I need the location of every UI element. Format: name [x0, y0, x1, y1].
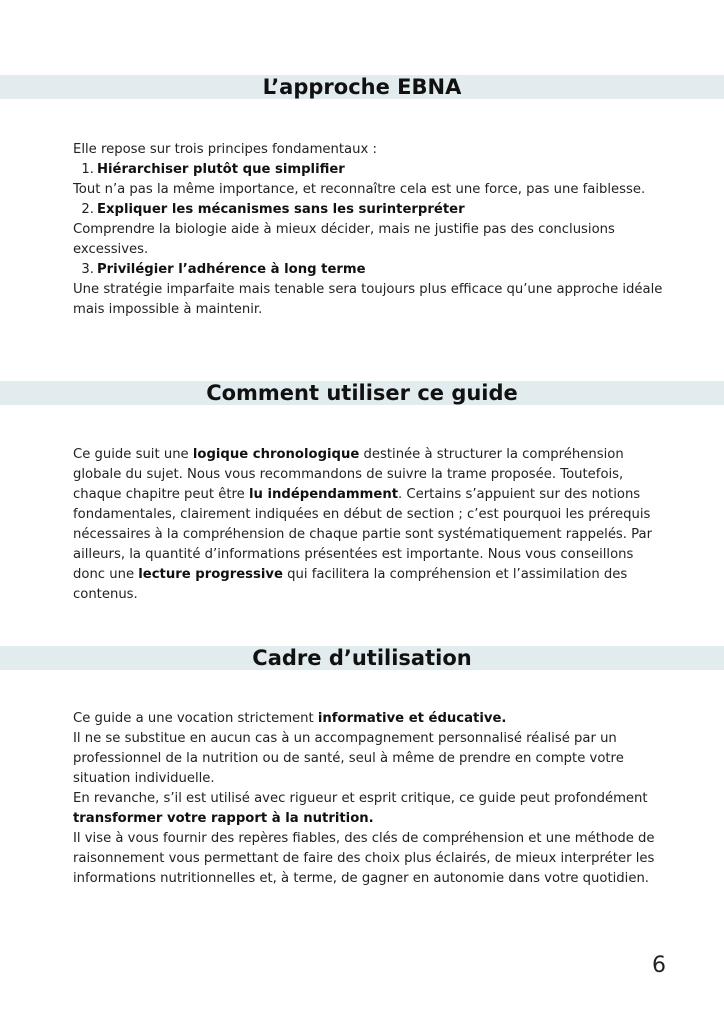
section-body-guide [73, 445, 663, 605]
guide-paragraph: Ce guide suit une logique chronologique destinée à structurer la compréhension globale du sujet. Nous vous recommandons de suivre la trame proposée. Toutefois, chaque chapitre peut être lu indépendamment. Certains s’appuient sur des notions fondamentales, clairement indiquées en début de section ; c’est pourquoi les prérequis nécessaires à la compréhension de chaque partie sont systématiquement rappelés. Par ailleurs, la quantité d’informations présentées est importante. Nous vous conseillons donc une lecture progressive qui facilitera la compréhension et l’assimilation des contenus. [73, 447, 653, 602]
cadre-paragraph: Il vise à vous fournir des repères fiables, des clés de compréhension et une méthode de raisonnement vous permettant de faire des choix plus éclairés, de mieux interpréter les informations nutritionnelles et, à terme, de gagner en autonomie dans votre quotidien. [73, 831, 655, 886]
page-number: 6 [652, 953, 666, 978]
principle-title: 3. Privilégier l’adhérence à long terme [81, 262, 366, 277]
cadre-paragraph: Il ne se substitue en aucun cas à un accompagnement personnalisé réalisé par un professionnel de la nutrition ou de santé, seul à même de prendre en compte votre situation individuelle. [73, 731, 624, 786]
principle-title: 2. Expliquer les mécanismes sans les surinterpréter [81, 202, 465, 217]
section-title-cadre: Cadre d’utilisation [252, 646, 472, 670]
cadre-line: Ce guide a une vocation strictement informative et éducative. [73, 711, 507, 726]
section-body-cadre [73, 709, 663, 889]
principle-title: 1. Hiérarchiser plutôt que simplifier [81, 162, 345, 177]
section-body-approche [73, 140, 663, 320]
section-title-guide: Comment utiliser ce guide [206, 381, 518, 405]
principle-text: Une stratégie imparfaite mais tenable sera toujours plus efficace qu’une approche idéale mais impossible à maintenir. [73, 282, 663, 317]
principle-text: Tout n’a pas la même importance, et reconnaître cela est une force, pas une faiblesse. [73, 182, 646, 197]
cadre-paragraph: En revanche, s’il est utilisé avec rigueur et esprit critique, ce guide peut profondément transformer votre rapport à la nutrition. [73, 791, 648, 826]
intro-text: Elle repose sur trois principes fondamentaux : [73, 142, 377, 157]
principle-text: Comprendre la biologie aide à mieux décider, mais ne justifie pas des conclusions excessives. [73, 222, 615, 257]
section-title-approche: L’approche EBNA [262, 75, 462, 99]
